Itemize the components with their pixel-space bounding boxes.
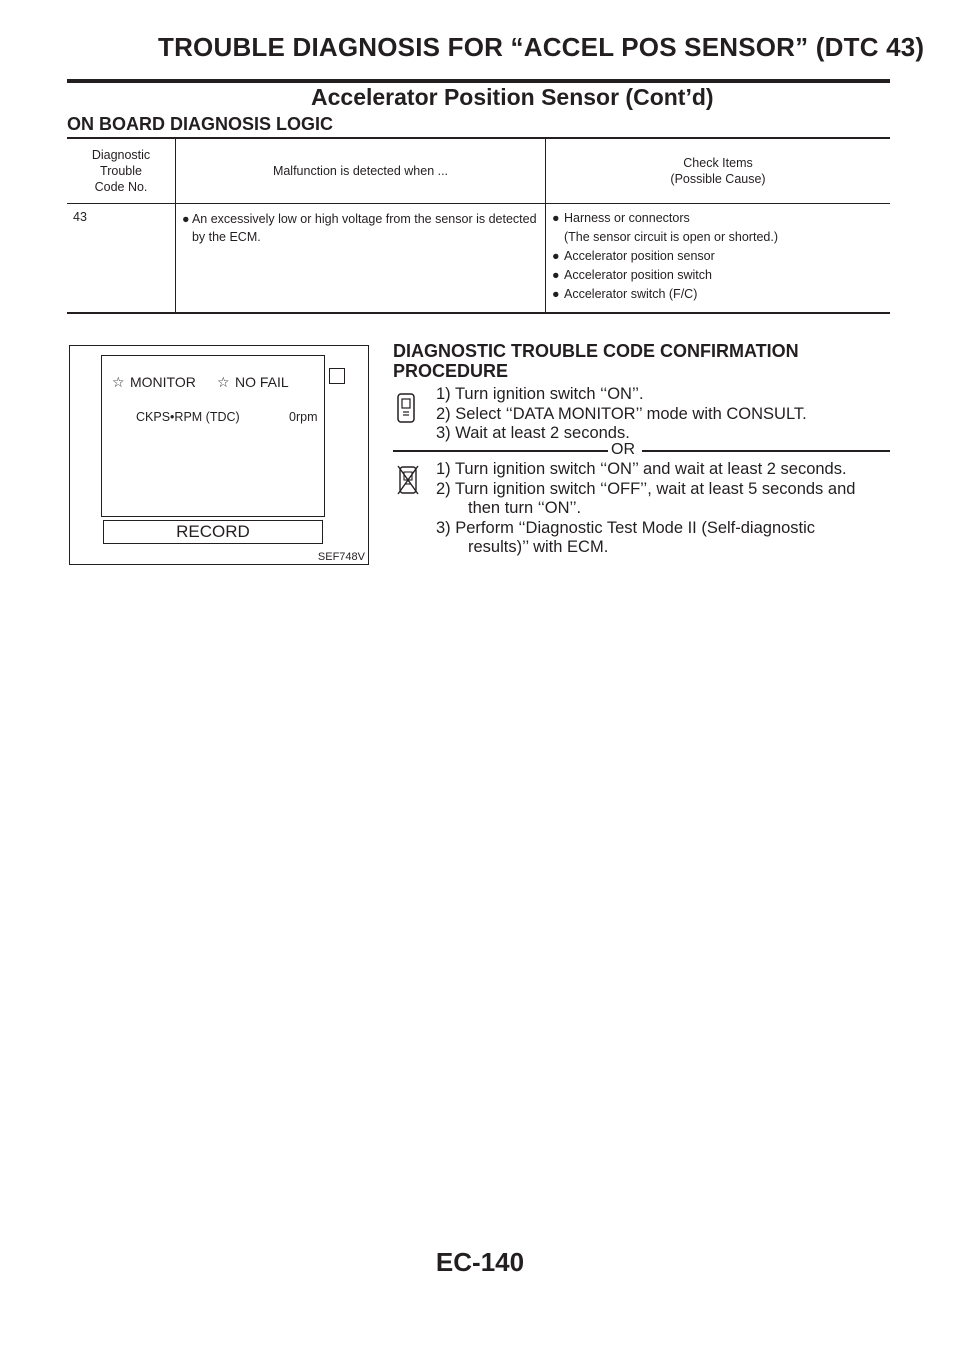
procedure-step: 2) Select ‘‘DATA MONITOR’’ mode with CONSULT. xyxy=(436,404,807,423)
check-item xyxy=(552,209,884,228)
no-tools-icon xyxy=(396,464,420,496)
monitor-item-value: 0rpm xyxy=(289,410,318,424)
bullet-icon: ● xyxy=(552,287,560,301)
header-dtc-line1: Diagnostic xyxy=(91,148,151,162)
procedure-step: 3) Perform ‘‘Diagnostic Test Mode II (Self-diagnostic xyxy=(436,518,816,537)
header-checks-line1: Check Items xyxy=(683,156,753,170)
consult-screen xyxy=(101,355,325,517)
bullet-icon: ● xyxy=(552,249,560,263)
dtc-code-cell: 43 xyxy=(67,204,176,314)
consult-procedure-list xyxy=(436,385,890,444)
procedure-step-continuation: then turn ‘‘ON’’. xyxy=(468,499,582,517)
header-dtc-no xyxy=(67,138,176,204)
section-title-onboard-diagnosis: ON BOARD DIAGNOSIS LOGIC xyxy=(67,114,334,134)
procedure-step xyxy=(436,538,890,558)
consult-screen-figure xyxy=(69,345,369,565)
procedure-step: 2) Turn ignition switch ‘‘OFF’’, wait at least 5 seconds and xyxy=(436,479,856,498)
header-checks-line2: (Possible Cause) xyxy=(670,172,766,186)
bullet-icon: ● xyxy=(552,211,560,225)
section-title-dtc-confirmation: DIAGNOSTIC TROUBLE CODE CONFIRMATION PROCEDURE xyxy=(393,341,799,381)
monitor-item-label: CKPS•RPM (TDC) xyxy=(136,410,240,424)
check-item-text: Accelerator position switch xyxy=(564,268,712,282)
table-row xyxy=(67,204,890,314)
header-check-items xyxy=(546,138,891,204)
page-header-title: TROUBLE DIAGNOSIS FOR “ACCEL POS SENSOR” (DTC 43) xyxy=(158,32,925,62)
check-items-cell xyxy=(546,204,891,314)
table-header-row xyxy=(67,138,890,204)
monitor-label: MONITOR xyxy=(130,374,196,390)
procedure-step-continuation: results)’’ with ECM. xyxy=(468,538,609,556)
figure-code: SEF748V xyxy=(317,551,365,563)
ecm-procedure-list xyxy=(436,460,890,558)
malfunction-cell xyxy=(176,204,546,314)
check-item xyxy=(552,266,884,285)
procedure-step xyxy=(436,499,890,519)
procedure-step: 3) Wait at least 2 seconds. xyxy=(436,424,630,442)
malfunction-text: An excessively low or high voltage from the sensor is detected by the ECM. xyxy=(191,212,537,244)
header-rule xyxy=(67,79,890,83)
check-item-text: Accelerator position sensor xyxy=(564,249,715,263)
or-divider-left xyxy=(393,450,608,452)
check-item-text: Accelerator switch (F/C) xyxy=(564,287,698,301)
dtc-table xyxy=(67,137,890,314)
page-header-subtitle: Accelerator Position Sensor (Cont’d) xyxy=(311,84,714,110)
record-button: RECORD xyxy=(103,520,323,544)
star-icon: ☆ xyxy=(112,374,125,390)
header-dtc-line3: Code No. xyxy=(94,180,148,194)
bullet-icon: ● xyxy=(182,212,190,226)
header-malfunction: Malfunction is detected when ... xyxy=(176,138,546,204)
no-fail-label: NO FAIL xyxy=(235,374,289,390)
or-label: OR xyxy=(611,441,635,458)
checkbox-icon xyxy=(329,368,345,384)
page-number: EC-140 xyxy=(435,1247,525,1277)
header-dtc-line2: Trouble xyxy=(100,164,142,178)
check-item-text: Harness or connectors xyxy=(564,211,690,225)
star-icon: ☆ xyxy=(217,374,230,390)
check-item-note: (The sensor circuit is open or shorted.) xyxy=(564,230,778,244)
or-divider-right xyxy=(642,450,890,452)
check-item xyxy=(552,247,884,266)
consult-tester-icon xyxy=(396,393,416,423)
procedure-step: 1) Turn ignition switch ‘‘ON’’. xyxy=(436,385,644,403)
bullet-icon: ● xyxy=(552,268,560,282)
procedure-step: 1) Turn ignition switch ‘‘ON’’ and wait at least 2 seconds. xyxy=(436,460,847,478)
check-item xyxy=(552,285,884,304)
